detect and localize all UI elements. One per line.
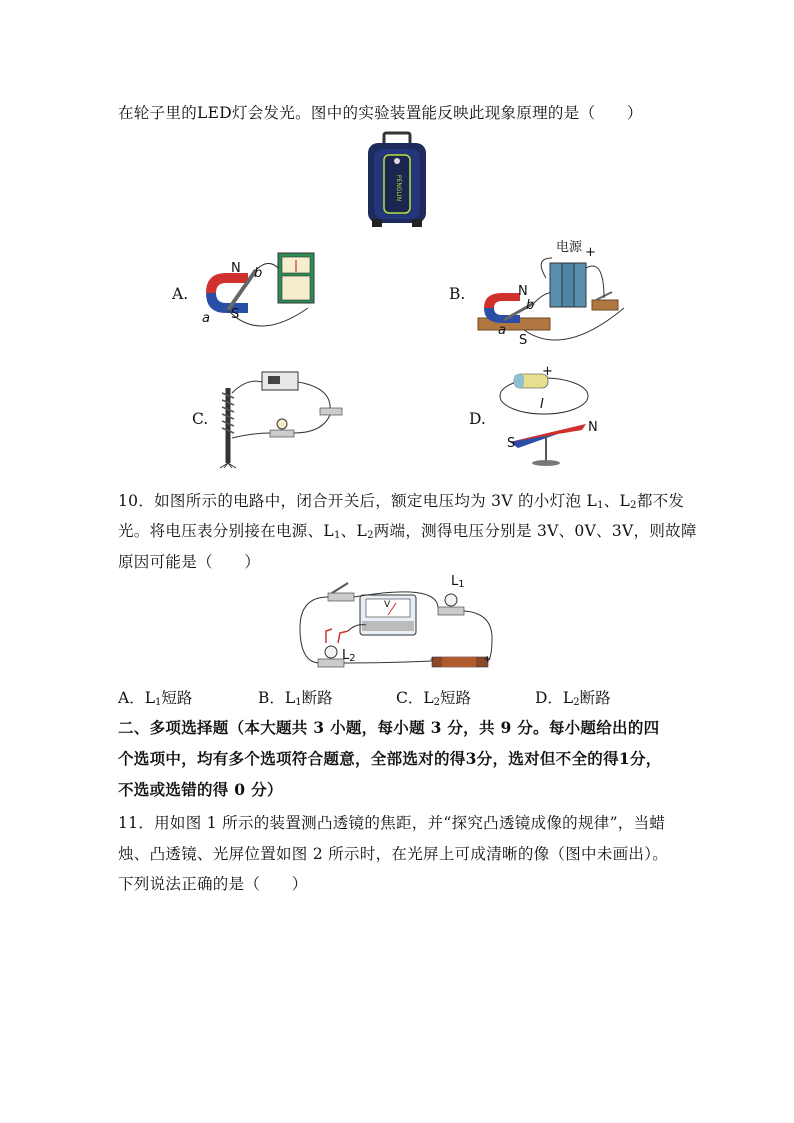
diagram-b-plus-label: + bbox=[585, 245, 596, 260]
q10-option-a: A．$L_1$短路 bbox=[118, 689, 193, 708]
option-d-label: D. bbox=[469, 410, 486, 428]
question-text-line: 在轮子里的LED灯会发光。图中的实验装置能反映此现象原理的是（ ） bbox=[118, 104, 643, 122]
diagram-b-s-label: S bbox=[519, 333, 528, 348]
question-11-line-2: 烛、凸透镜、光屏位置如图 2 所示时，在光屏上可成清晰的像（图中未画出）。 bbox=[118, 845, 669, 863]
diagram-a-a-label: a bbox=[202, 311, 210, 326]
circuit-voltmeter-label: V bbox=[384, 600, 391, 610]
question-11-line-3: 下列说法正确的是（ ） bbox=[118, 875, 308, 893]
diagram-b-a-label: a bbox=[498, 323, 506, 338]
backpack-illustration bbox=[362, 133, 432, 229]
question-10-line-2: 光。将电压表分别接在电源、$L_1$、$L_2$两端，测得电压分别是 3V、0V、3V，则故障 bbox=[118, 522, 697, 541]
option-b-label: B. bbox=[449, 285, 466, 303]
diagram-d-n-label: N bbox=[588, 420, 598, 435]
diagram-b-power-label: 电源 bbox=[556, 240, 583, 255]
diagram-d-s-label: S bbox=[507, 436, 516, 451]
diagram-b-n-label: N bbox=[518, 284, 528, 299]
diagram-b-b-label: b bbox=[526, 298, 535, 313]
section-2-line-1: 二、多项选择题（本大题共 3 小题，每小题 3 分，共 9 分。每小题给出的四 bbox=[118, 718, 660, 737]
question-11-line-1: 11．用如图 1 所示的装置测凸透镜的焦距，并“探究凸透镜成像的规律”，当蜡 bbox=[118, 814, 666, 832]
circuit-l2-label: $L_2$ bbox=[342, 648, 356, 664]
option-c-label: C. bbox=[192, 410, 209, 428]
diagram-d-plus-label: + bbox=[542, 364, 553, 379]
backpack-brand: PENGLIN bbox=[395, 174, 402, 202]
section-2-line-2: 个选项中，均有多个选项符合题意，全部选对的得3分，选对但不全的得1分， bbox=[118, 749, 662, 768]
diagram-a-generator bbox=[198, 248, 318, 348]
circuit-l1-label: $L_1$ bbox=[451, 574, 465, 590]
circuit-diagram bbox=[296, 573, 496, 675]
q10-option-c: C．$L_2$短路 bbox=[396, 689, 472, 708]
q10-option-b: B．$L_1$断路 bbox=[258, 689, 333, 708]
q10-option-d: D．$L_2$断路 bbox=[535, 689, 611, 708]
diagram-d-oersted bbox=[496, 366, 616, 470]
question-10-line-3: 原因可能是（ ） bbox=[118, 553, 261, 571]
diagram-a-b-label: b bbox=[254, 266, 263, 281]
option-a-label: A. bbox=[172, 285, 189, 303]
section-2-line-3: 不选或选错的得 0 分） bbox=[118, 780, 283, 799]
circuit-minus-label: - bbox=[430, 654, 434, 665]
diagram-a-s-label: S bbox=[231, 307, 240, 322]
diagram-c-electromagnet bbox=[212, 368, 362, 468]
question-10-line-1: 10．如图所示的电路中，闭合开关后，额定电压均为 3V 的小灯泡 $L_1$、$L_2$都不发 bbox=[118, 492, 685, 511]
diagram-d-current-label: I bbox=[540, 397, 544, 412]
circuit-plus-label: + bbox=[483, 654, 492, 665]
diagram-a-n-label: N bbox=[231, 261, 241, 276]
